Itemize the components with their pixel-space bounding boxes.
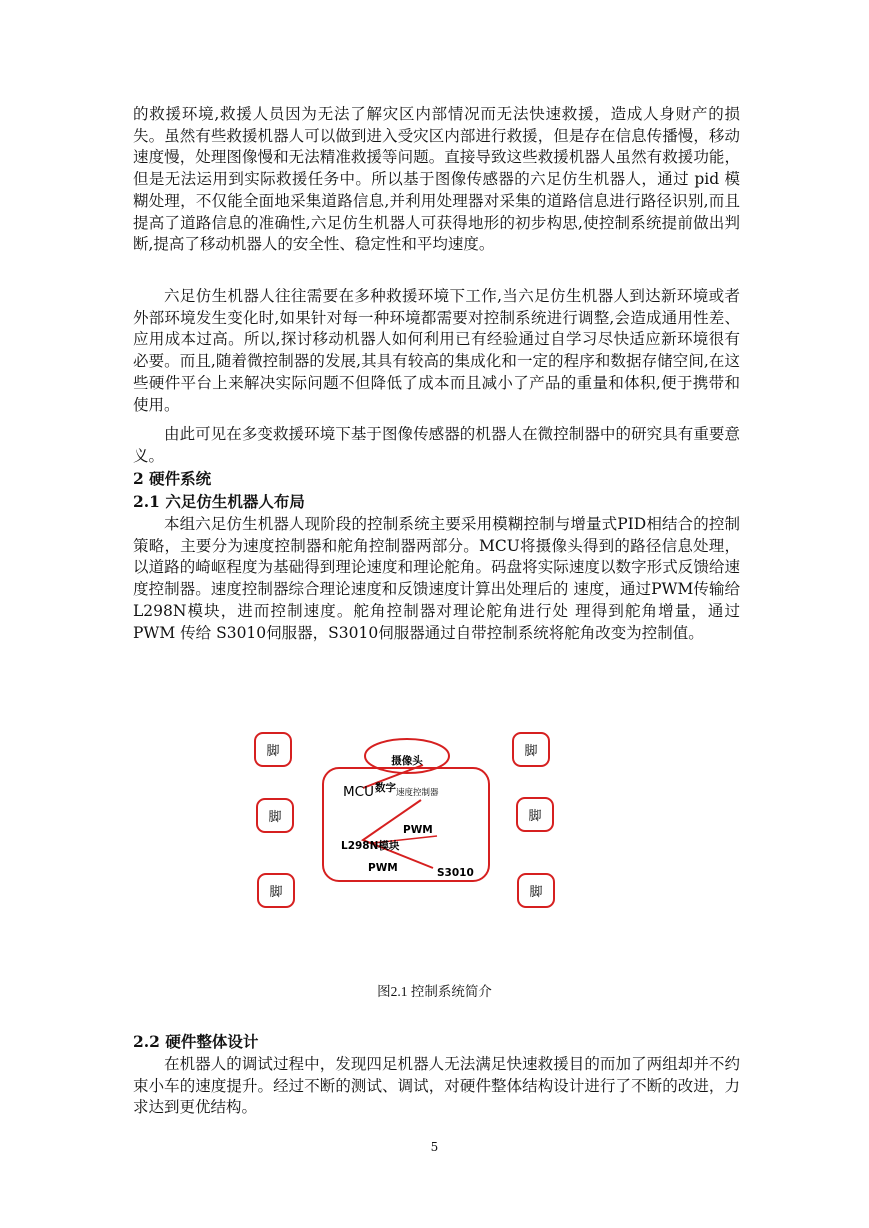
digital-label: 数字 (375, 782, 396, 794)
leg-label: 脚 (268, 810, 282, 825)
leg-label: 脚 (529, 885, 543, 900)
s3010-label: S3010 (437, 867, 474, 879)
paragraph-adaptation: 六足仿生机器人往往需要在多种救援环境下工作,当六足仿生机器人到达新环境或者外部环境发生变化时,如果针对每一种环境都需要对控制系统进行调整,会造成通用性差、应用成本过高。所以,探讨移动机器人如何利用已有经验通过自学习尽快适应新环境很有必要。而且,随着微控制器的发展,其具有较高的集成化和一定的程序和数据存储空间,在这些硬件平台上来解决实际问题不但降低了成本而且减小了产品的重量和体积,便于携带和使用。 (133, 287, 740, 414)
leg-label: 脚 (266, 744, 280, 759)
leg-label: 脚 (269, 885, 283, 900)
leg-box-top-right (513, 733, 549, 766)
paragraph-intro-continued: 的救援环境,救援人员因为无法了解灾区内部情况而无法快速救援，造成人身财产的损失。虽然有些救援机器人可以做到进入受灾区内部进行救援，但是存在信息传播慢，移动速度慢，处理图像慢和无法精准救援等问题。直接导致这些救援机器人虽然有救援功能，但是无法运用到实际救援任务中。所以基于图像传感器的六足仿生机器人，通过 pid 模糊处理，不仅能全面地采集道路信息,并利用处理器对采集的道路信息进行路径识别,而且提高了道路信息的准确性,六足仿生机器人可获得地形的初步构思,使控制系统提前做出判断,提高了移动机器人的安全性、稳定性和平均速度。 (133, 105, 740, 254)
leg-label: 脚 (528, 809, 542, 824)
subsection-heading-layout: 2.1 六足仿生机器人布局 (133, 492, 305, 511)
leg-box-bottom-right (518, 874, 554, 907)
leg-box-bottom-left (258, 874, 294, 907)
leg-label: 脚 (524, 744, 538, 759)
speed-controller-label: 速度控制器 (396, 788, 439, 798)
paragraph-overall-design: 在机器人的调试过程中，发现四足机器人无法满足快速救援目的而加了两组却并不约束小车的速度提升。经过不断的测试、调试，对硬件整体结构设计进行了不断的改进，力求达到更优结构。 (133, 1055, 740, 1117)
paragraph-control-strategy: 本组六足仿生机器人现阶段的控制系统主要采用模糊控制与增量式PID相结合的控制策略，主要分为速度控制器和舵角控制器两部分。MCU将摄像头得到的路径信息处理，以道路的崎岖程度为基础得到理论速度和理论舵角。码盘将实际速度以数字形式反馈给速度控制器。速度控制器综合理论速度和反馈速度计算出处理后的 速度，通过PWM传输给L298N模块，进而控制速度。舵角控制器对理论舵角进行处 理得到舵角增量，通过PWM 传给 S3010伺服器，S3010伺服器通过自带控制系统将舵角改变为控制值。 (133, 515, 740, 642)
mcu-label: MCU (343, 784, 374, 800)
pwm-bottom-label: PWM (368, 862, 398, 874)
control-system-diagram (245, 728, 585, 918)
subsection-heading-overall-design: 2.2 硬件整体设计 (133, 1032, 259, 1051)
section-heading-hardware: 2 硬件系统 (133, 469, 212, 488)
leg-box-mid-left (257, 799, 293, 832)
figure-caption: 图2.1 控制系统简介 (377, 984, 492, 999)
page-number: 5 (430, 1140, 439, 1154)
l298n-label: L298N模块 (341, 840, 400, 852)
camera-label: 摄像头 (391, 755, 423, 767)
leg-box-mid-right (517, 798, 553, 831)
pwm-top-label: PWM (403, 824, 433, 836)
paragraph-significance: 由此可见在多变救援环境下基于图像传感器的机器人在微控制器中的研究具有重要意义。 (133, 425, 740, 465)
leg-box-top-left (255, 733, 291, 766)
control-system-figure (245, 728, 585, 918)
